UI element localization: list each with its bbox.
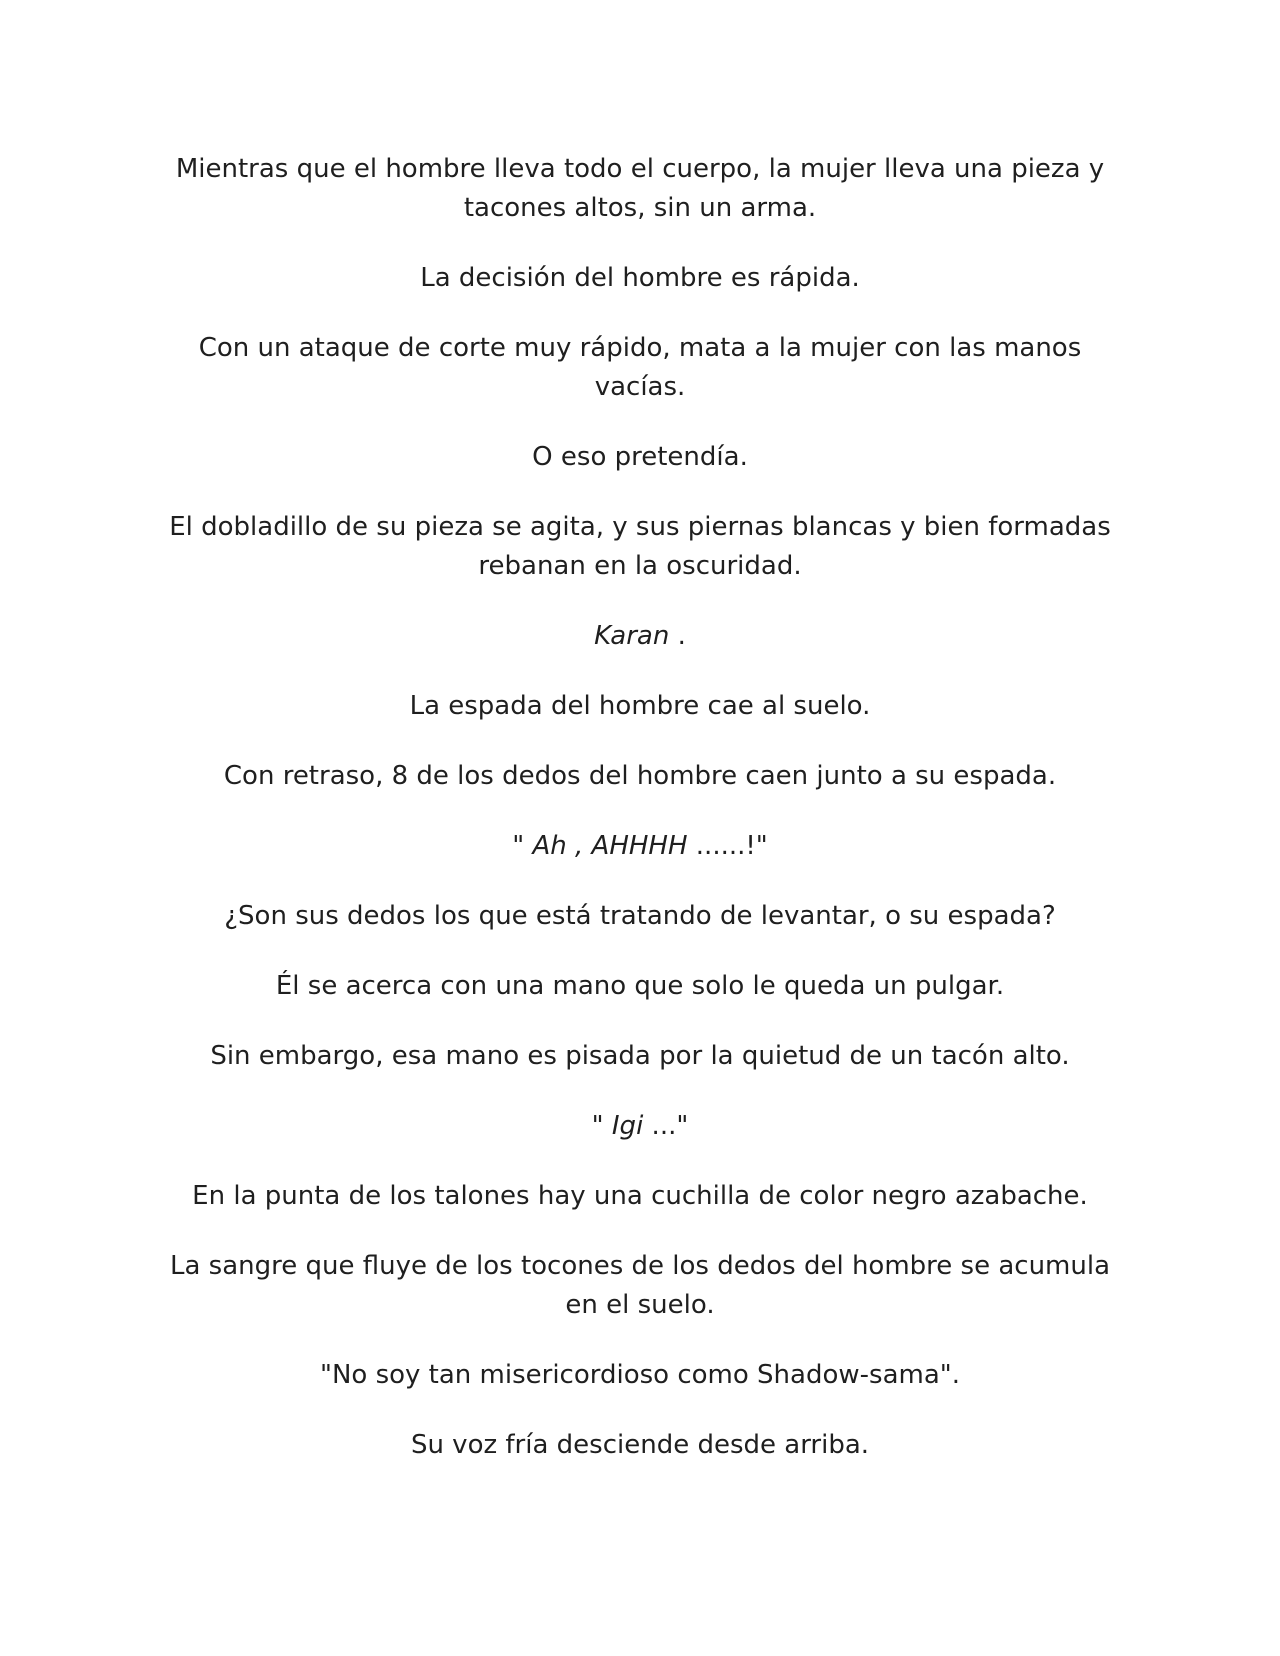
paragraph-17: Su voz fría desciende desde arriba.: [410, 1430, 870, 1460]
italic-dialogue: Ah , AHHHH: [532, 831, 688, 861]
paragraph-15: La sangre que fluye de los tocones de los dedos del hombre se acumula en el suelo.: [169, 1251, 1111, 1320]
italic-dialogue: Igi: [611, 1111, 644, 1141]
paragraph-9: [160, 827, 1120, 866]
paragraph-11: Él se acerca con una mano que solo le queda un pulgar.: [275, 971, 1005, 1001]
paragraph-suffix: ......!": [687, 831, 768, 861]
paragraph-prefix: ": [512, 831, 533, 861]
paragraph-prefix: ": [591, 1111, 612, 1141]
paragraph-6: [160, 617, 1120, 656]
paragraph-12: Sin embargo, esa mano es pisada por la quietud de un tacón alto.: [210, 1041, 1070, 1071]
italic-sound: Karan: [594, 621, 670, 651]
paragraph-7: La espada del hombre cae al suelo.: [409, 691, 871, 721]
paragraph-3: Con un ataque de corte muy rápido, mata a la mujer con las manos vacías.: [198, 333, 1082, 402]
document-body: [160, 150, 1120, 1496]
paragraph-4: O eso pretendía.: [532, 442, 748, 472]
paragraph-14: En la punta de los talones hay una cuchilla de color negro azabache.: [192, 1181, 1088, 1211]
paragraph-16: "No soy tan misericordioso como Shadow-sama".: [320, 1360, 960, 1390]
paragraph-1: Mientras que el hombre lleva todo el cuerpo, la mujer lleva una pieza y tacones altos, sin un arma.: [175, 154, 1105, 223]
paragraph-10: ¿Son sus dedos los que está tratando de levantar, o su espada?: [224, 901, 1056, 931]
paragraph-13: [160, 1107, 1120, 1146]
paragraph-8: Con retraso, 8 de los dedos del hombre caen junto a su espada.: [223, 761, 1057, 791]
paragraph-suffix: ...": [643, 1111, 689, 1141]
paragraph-suffix: .: [669, 621, 686, 651]
paragraph-5: El dobladillo de su pieza se agita, y sus piernas blancas y bien formadas rebanan en la oscuridad.: [169, 512, 1111, 581]
paragraph-2: La decisión del hombre es rápida.: [420, 263, 860, 293]
